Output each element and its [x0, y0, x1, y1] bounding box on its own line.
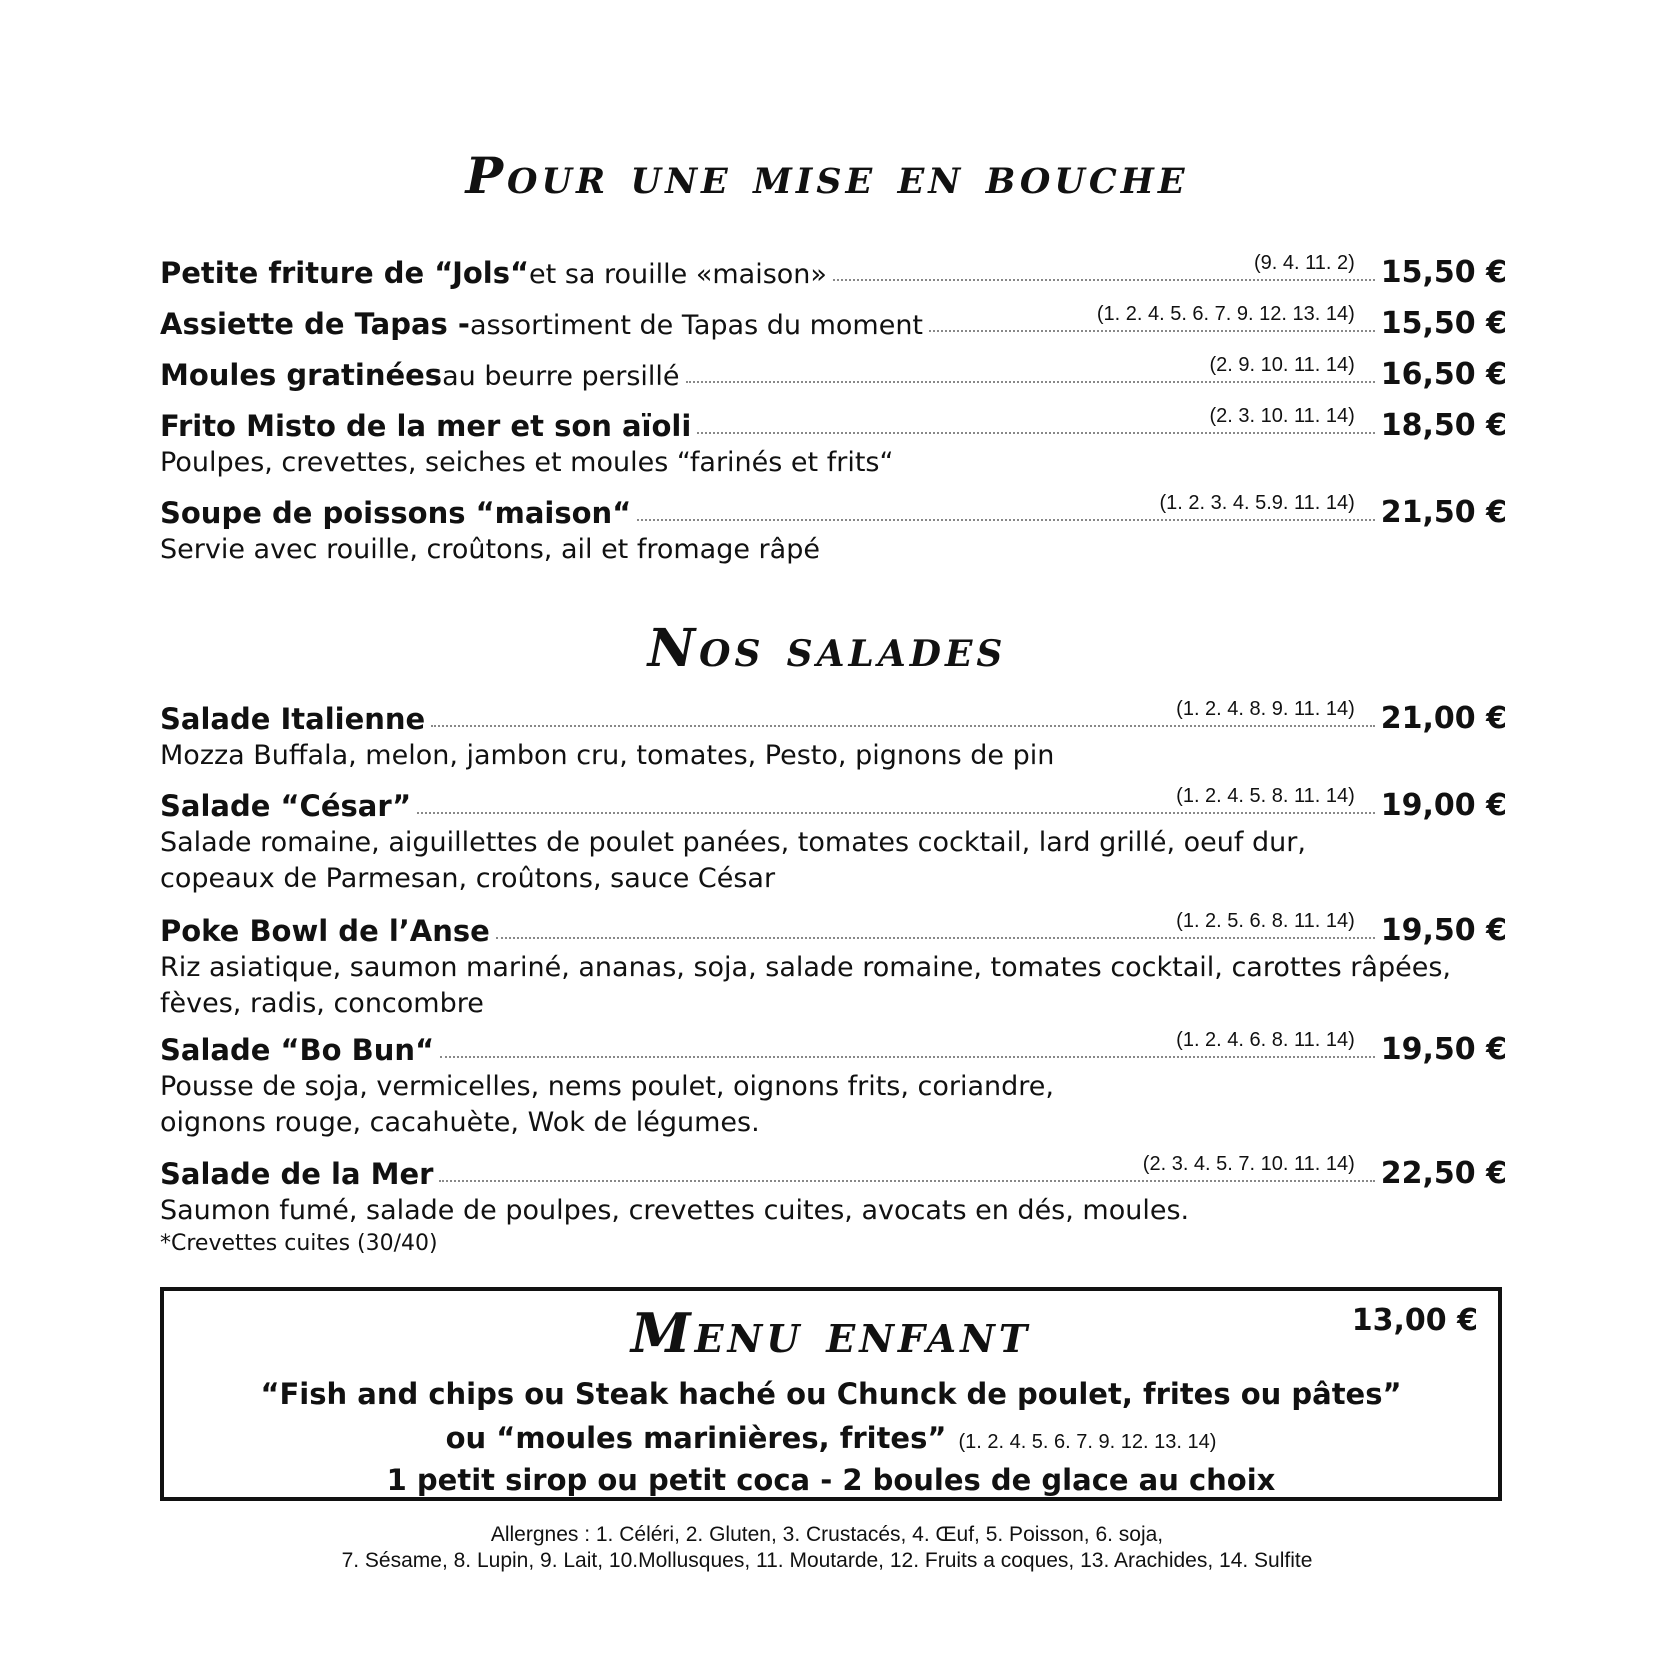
item-allergens: (9. 4. 11. 2)	[1248, 252, 1361, 275]
item-allergens: (1. 2. 5. 6. 8. 11. 14)	[1170, 910, 1361, 933]
section-title-starters: Pour une mise en bouche	[465, 146, 1189, 205]
item-subtitle: au beurre persillé	[442, 361, 680, 392]
item-price: 15,50 €	[1380, 306, 1507, 341]
menu-item	[160, 1151, 1507, 1229]
item-name: Salade de la Mer	[160, 1157, 434, 1191]
menu-item	[160, 783, 1507, 897]
item-name: Salade “Bo Bun“	[160, 1033, 435, 1067]
kids-menu-box	[160, 1287, 1502, 1501]
kids-menu-title: Menu enfant	[630, 1301, 1032, 1365]
menu-item	[160, 301, 1507, 341]
item-allergens: (1. 2. 4. 5. 8. 11. 14)	[1170, 785, 1361, 808]
item-description: Mozza Buffala, melon, jambon cru, tomates, Pesto, pignons de pin	[160, 740, 1055, 771]
item-price: 19,50 €	[1380, 1032, 1507, 1067]
allergen-legend-line-1: Allergnes : 1. Céléri, 2. Gluten, 3. Crustacés, 4. Œuf, 5. Poisson, 6. soja,	[490, 1523, 1164, 1546]
dot-leader	[417, 785, 1375, 814]
item-allergens: (1. 2. 4. 8. 9. 11. 14)	[1170, 698, 1361, 721]
kids-menu-line-1: “Fish and chips ou Steak haché ou Chunck de poulet, frites ou pâtes”	[260, 1377, 1402, 1411]
item-name: Salade “César”	[160, 789, 412, 823]
menu-item	[160, 250, 1507, 290]
item-subtitle: et sa rouille «maison»	[529, 259, 827, 290]
footnote: *Crevettes cuites (30/40)	[160, 1231, 438, 1256]
item-description-cont: fèves, radis, concombre	[160, 988, 484, 1019]
item-description-cont: oignons rouge, cacahuète, Wok de légumes.	[160, 1107, 760, 1138]
item-price: 22,50 €	[1380, 1156, 1507, 1191]
dot-leader	[431, 698, 1375, 727]
item-description: Saumon fumé, salade de poulpes, crevettes cuites, avocats en dés, moules.	[160, 1195, 1190, 1226]
item-allergens: (1. 2. 3. 4. 5.9. 11. 14)	[1153, 492, 1360, 515]
dot-leader	[686, 354, 1375, 383]
kids-menu-allergens: (1. 2. 4. 5. 6. 7. 9. 12. 13. 14)	[958, 1431, 1217, 1453]
menu-item	[160, 490, 1507, 568]
item-name: Moules gratinées	[160, 358, 443, 392]
item-allergens: (2. 9. 10. 11. 14)	[1204, 354, 1361, 377]
menu-item	[160, 352, 1507, 392]
kids-menu-price: 13,00 €	[1351, 1303, 1478, 1338]
item-name: Petite friture de “Jols“	[160, 256, 530, 290]
menu-item	[160, 696, 1507, 774]
item-price: 16,50 €	[1380, 357, 1507, 392]
item-name: Poke Bowl de l’Anse	[160, 914, 490, 948]
dot-leader	[439, 1153, 1374, 1182]
dot-leader	[697, 405, 1374, 434]
item-allergens: (2. 3. 10. 11. 14)	[1204, 405, 1361, 428]
item-name: Assiette de Tapas -	[160, 307, 470, 341]
section-title-salads: Nos salades	[647, 618, 1007, 679]
item-description: Poulpes, crevettes, seiches et moules “farinés et frits“	[160, 447, 894, 478]
menu-item	[160, 908, 1507, 1022]
dot-leader	[929, 303, 1375, 332]
item-price: 19,00 €	[1380, 788, 1507, 823]
item-price: 15,50 €	[1380, 255, 1507, 290]
menu-item	[160, 1027, 1507, 1141]
dot-leader	[440, 1029, 1375, 1058]
item-allergens: (1. 2. 4. 5. 6. 7. 9. 12. 13. 14)	[1091, 303, 1361, 326]
item-description: Riz asiatique, saumon mariné, ananas, soja, salade romaine, tomates cocktail, carottes râpées,	[160, 952, 1451, 983]
item-description: Salade romaine, aiguillettes de poulet panées, tomates cocktail, lard grillé, oeuf dur,	[160, 827, 1306, 858]
allergen-legend-line-2: 7. Sésame, 8. Lupin, 9. Lait, 10.Mollusques, 11. Moutarde, 12. Fruits a coques, 13. Arachides, 14. Sulfite	[341, 1549, 1313, 1572]
kids-menu-line-2	[164, 1421, 1498, 1455]
item-allergens: (2. 3. 4. 5. 7. 10. 11. 14)	[1137, 1153, 1361, 1176]
item-description-cont: copeaux de Parmesan, croûtons, sauce César	[160, 863, 776, 894]
item-description: Pousse de soja, vermicelles, nems poulet, oignons frits, coriandre,	[160, 1071, 1054, 1102]
item-price: 21,50 €	[1380, 495, 1507, 530]
item-description: Servie avec rouille, croûtons, ail et fromage râpé	[160, 534, 820, 565]
dot-leader	[496, 910, 1375, 939]
item-name: Frito Misto de la mer et son aïoli	[160, 409, 692, 443]
menu-item	[160, 403, 1507, 481]
kids-menu-line-3: 1 petit sirop ou petit coca - 2 boules de glace au choix	[386, 1463, 1276, 1497]
item-subtitle: assortiment de Tapas du moment	[469, 310, 924, 341]
item-allergens: (1. 2. 4. 6. 8. 11. 14)	[1170, 1029, 1361, 1052]
dot-leader	[833, 252, 1375, 281]
item-name: Soupe de poissons “maison“	[160, 496, 632, 530]
item-price: 19,50 €	[1380, 913, 1507, 948]
item-price: 18,50 €	[1380, 408, 1507, 443]
item-price: 21,00 €	[1380, 701, 1507, 736]
kids-menu-line-2-text: ou “moules marinières, frites”	[445, 1421, 947, 1455]
dot-leader	[637, 492, 1375, 521]
item-name: Salade Italienne	[160, 702, 426, 736]
